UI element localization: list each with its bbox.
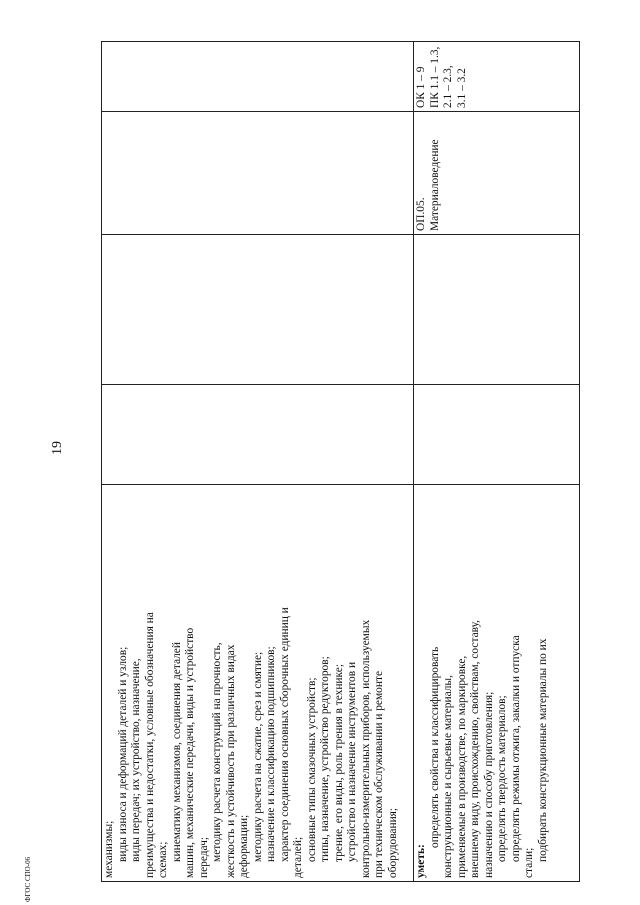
text-line: преимущества и недостатки, условные обозначения на bbox=[143, 612, 156, 878]
text-line: виды износа и деформаций деталей и узлов; bbox=[116, 646, 129, 862]
text-line: передач; bbox=[197, 836, 210, 878]
competency-cell bbox=[414, 42, 580, 112]
text-line: применяемые в производстве, по маркировке, bbox=[455, 655, 468, 878]
text-line: устройство и назначение инструментов и bbox=[346, 661, 358, 862]
competency-code: 2.1 – 2.3, bbox=[442, 65, 454, 108]
text-line: характер соединения основных сборочных единиц и bbox=[278, 607, 291, 862]
footer-label: ФГОС СПО-06 bbox=[24, 856, 32, 902]
curriculum-table-rotated bbox=[101, 42, 579, 882]
text-line: машин, механические передачи, виды и устройство bbox=[184, 627, 196, 878]
discipline-name: Материаловедение bbox=[428, 139, 441, 231]
empty-cell bbox=[414, 235, 580, 385]
text-line: трение, его виды, роль трения в технике; bbox=[332, 664, 345, 862]
discipline-cell bbox=[102, 112, 414, 235]
text-line: основные типы смазочных устройств; bbox=[305, 677, 318, 862]
text-line: контрольно-измерительных приборов, используемых bbox=[359, 619, 372, 878]
skills-heading: уметь: bbox=[415, 844, 427, 878]
text-line: конструкционные и сырьевые материалы, bbox=[442, 675, 454, 878]
text-line: виды передач; их устройство, назначение, bbox=[130, 658, 142, 862]
text-line: механизмы; bbox=[103, 820, 115, 878]
text-line: стали; bbox=[523, 847, 535, 878]
text-line: методику расчета на сжатие, срез и смятие; bbox=[251, 651, 264, 862]
text-line: при техническом обслуживании и ремонте bbox=[373, 670, 385, 878]
competency-code: 3.1 – 3.2 bbox=[455, 68, 468, 108]
curriculum-table bbox=[101, 41, 580, 882]
text-line: схемах; bbox=[157, 841, 169, 878]
text-line: определять режимы отжига, закалки и отпуска bbox=[509, 635, 522, 862]
text-line: типы, назначение, устройство редукторов; bbox=[319, 656, 331, 862]
knowledge-list bbox=[103, 488, 400, 878]
competency-cell bbox=[102, 42, 414, 112]
competency-list bbox=[415, 45, 469, 108]
hours-cell bbox=[102, 385, 414, 485]
table-row bbox=[414, 42, 580, 882]
hours-cell bbox=[414, 385, 580, 485]
knowledge-cell bbox=[102, 485, 414, 882]
text-line: определять твердость материалов; bbox=[496, 695, 508, 862]
text-line: внешнему виду, происхождению, свойствам, составу, bbox=[469, 619, 481, 878]
text-line: деформации; bbox=[238, 814, 250, 878]
discipline-code: ОП.05. bbox=[415, 197, 427, 231]
text-line: методику расчета конструкций на прочность, bbox=[211, 642, 223, 862]
text-line: кинематику механизмов, соединения деталей bbox=[170, 642, 183, 862]
page-number: 19 bbox=[50, 441, 65, 455]
text-line: назначение и классификацию подшипников; bbox=[265, 646, 277, 862]
text-line: назначению и способу приготовления; bbox=[482, 691, 495, 878]
text-line: определять свойства и классифицировать bbox=[428, 646, 441, 848]
text-line: деталей; bbox=[292, 836, 304, 878]
empty-cell bbox=[102, 235, 414, 385]
text-line: жесткость и устойчивость при различных видах bbox=[224, 644, 237, 878]
table-row bbox=[102, 42, 414, 882]
discipline-cell bbox=[414, 112, 580, 235]
competency-code: ОК 1 – 9 bbox=[415, 66, 427, 108]
text-line: оборудования; bbox=[386, 807, 399, 878]
text-line: подбирать конструкционные материалы по их bbox=[536, 638, 549, 862]
competency-code: ПК 1.1 – 1.3, bbox=[428, 46, 441, 108]
skills-cell bbox=[414, 485, 580, 882]
skills-list bbox=[429, 488, 551, 878]
